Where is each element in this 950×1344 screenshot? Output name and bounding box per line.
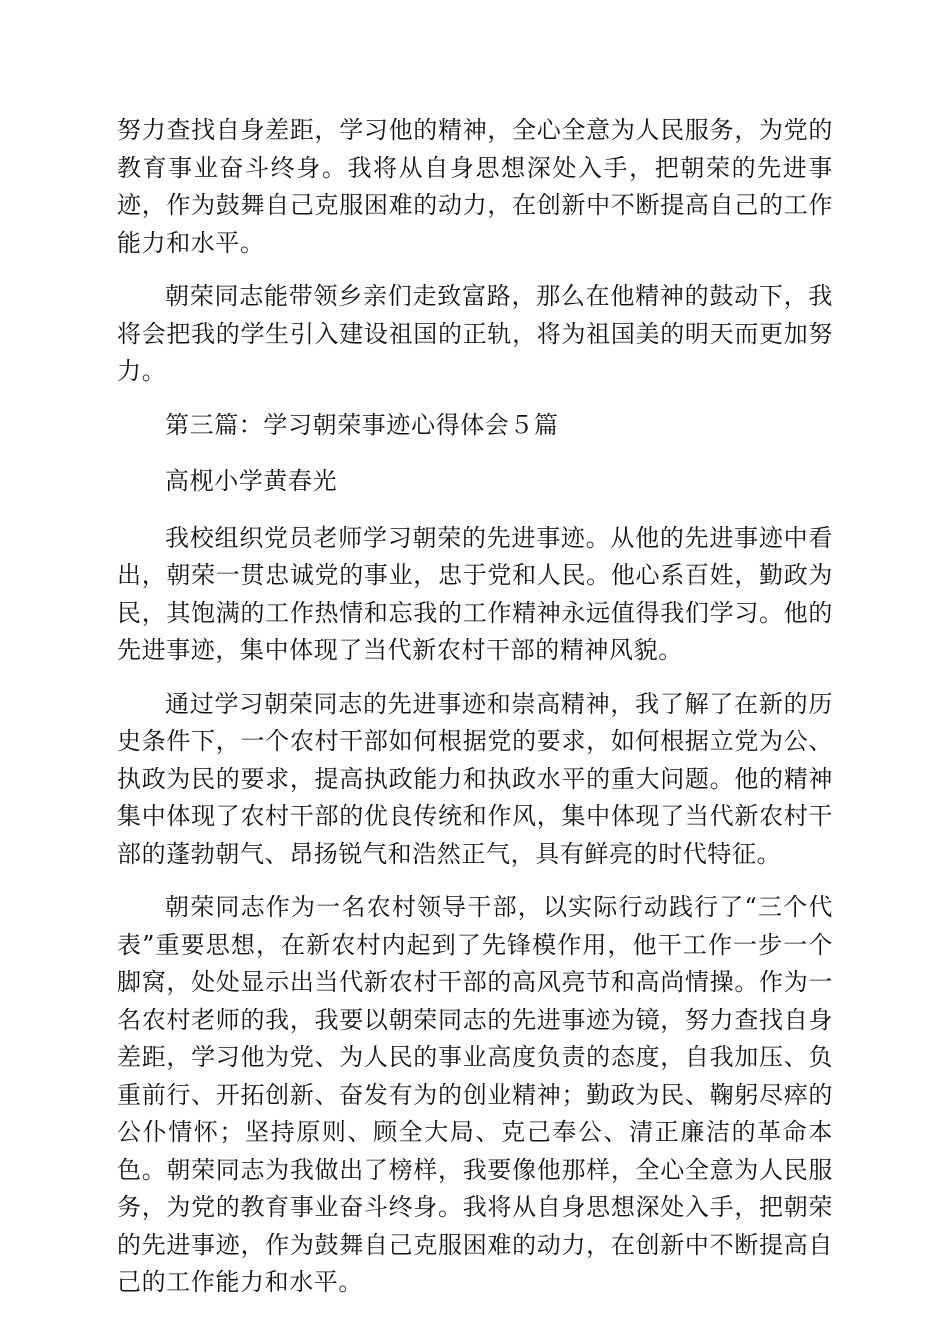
paragraph-continuation: 努力查找自身差距，学习他的精神，全心全意为人民服务，为党的教育事业奋斗终身。我将从自身思想深处入手，把朝荣的先进事迹，作为鼓舞自己克服困难的动力，在创新中不断提高自己的工作能力和水平。 (117, 116, 833, 257)
paragraph-study-conclusion: 朝荣同志作为一名农村领导干部，以实际行动践行了“三个代表”重要思想，在新农村内起到了先锋模作用，他干工作一步一个脚窝，处处显示出当代新农村干部的高风亮节和高尚情操。作为一名农村老师的我，我要以朝荣同志的先进事迹为镜，努力查找自身差距，学习他为党、为人民的事业高度负责的态度，自我加压、负重前行、开拓创新、奋发有为的创业精神；勤政为民、鞠躬尽瘁的公仆情怀；坚持原则、顾全大局、克己奉公、清正廉洁的革命本色。朝荣同志为我做出了榜样，我要像他那样，全心全意为人民服务，为党的教育事业奋斗终身。我将从自身思想深处入手，把朝荣的先进事迹，作为鼓舞自己克服困难的动力，在创新中不断提高自己的工作能力和水平。 (117, 893, 833, 1296)
author-line: 高枧小学黄春光 (165, 467, 338, 495)
document-page (117, 112, 833, 1318)
paragraph-study-reflection: 通过学习朝荣同志的先进事迹和崇高精神，我了解了在新的历史条件下，一个农村干部如何根据党的要求，如何根据立党为公、执政为民的要求，提高执政能力和执政水平的重大问题。他的精神集中体现了农村干部的优良传统和作风，集中体现了当代新农村干部的蓬勃朝气、昂扬锐气和浩然正气，具有鲜亮的时代特征。 (117, 689, 833, 868)
paragraph-study-intro: 我校组织党员老师学习朝荣的先进事迹。从他的先进事迹中看出，朝荣一贯忠诚党的事业，忠于党和人民。他心系百姓，勤政为民，其饱满的工作热情和忘我的工作精神永远值得我们学习。他的先进事迹，集中体现了当代新农村干部的精神风貌。 (117, 523, 833, 664)
section-title: 第三篇：学习朝荣事迹心得体会５篇 (165, 410, 559, 439)
paragraph-commitment: 朝荣同志能带领乡亲们走致富路，那么在他精神的鼓动下，我将会把我的学生引入建设祖国的正轨，将为祖国美的明天而更加努力。 (117, 282, 833, 385)
